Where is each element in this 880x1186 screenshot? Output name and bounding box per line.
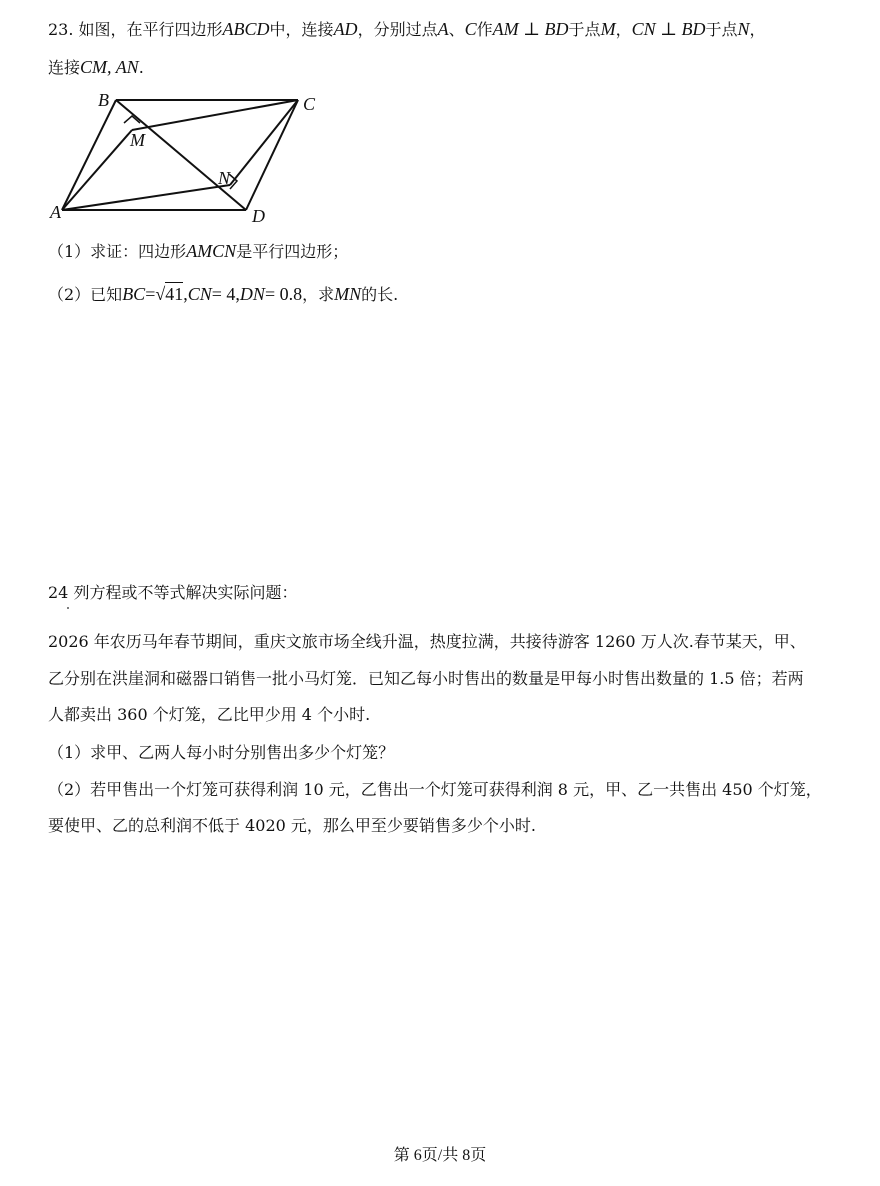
segment-am xyxy=(62,130,132,210)
q23-text: ， xyxy=(749,20,766,39)
sqrt-sign: √ xyxy=(155,284,166,304)
label-a: A xyxy=(50,202,61,222)
q23-text: ，分别过点 xyxy=(357,20,438,39)
math-m: M xyxy=(600,19,616,39)
diagonal-bd xyxy=(116,100,246,210)
label-c: C xyxy=(303,94,316,114)
segment-cm xyxy=(132,100,298,130)
label-n: N xyxy=(218,168,231,188)
q24-paragraph-line: 乙分别在洪崖洞和磁器口销售一批小马灯笼．已知乙每小时售出的数量是甲每小时售出数量的 1.5 倍；若两 xyxy=(48,669,804,688)
segment-an xyxy=(62,185,230,210)
q24-paragraph-line: 2026 年农历马年春节期间，重庆文旅市场全线升温，热度拉满，共接待游客 1260 万人次.春节某天，甲、 xyxy=(48,632,806,651)
math-comma: , xyxy=(183,284,188,304)
q23-text: 中，连接 xyxy=(269,20,334,39)
q23-text: 连接 xyxy=(48,58,81,77)
q24-sub2-line: （2）若甲售出一个灯笼可获得利润 10 元，乙售出一个灯笼可获得利润 8 元，甲、乙一共售出 450 个灯笼， xyxy=(48,780,822,799)
math-dn: DN xyxy=(239,284,265,304)
q23-text: 于点 xyxy=(705,20,738,39)
label-d: D xyxy=(252,206,265,226)
q23-text: ， xyxy=(615,20,632,39)
math-mn: MN xyxy=(334,284,362,304)
math-cm-an: CM, AN xyxy=(80,57,139,77)
math-dn-value: = 0.8 xyxy=(264,284,303,304)
q23-text: . xyxy=(138,58,144,77)
math-am-perp-bd: AM ⊥ BD xyxy=(492,19,569,39)
math-cn-value: = 4, xyxy=(211,284,240,304)
label-b: B xyxy=(98,90,109,110)
q23-text: 23. 如图，在平行四边形 xyxy=(48,20,223,39)
math-bc: BC xyxy=(122,284,146,304)
q23-sub1 xyxy=(48,240,348,263)
q23-sub2 xyxy=(48,283,398,306)
stray-dot xyxy=(67,607,69,609)
parallelogram-figure xyxy=(40,88,330,228)
q23-text: 于点 xyxy=(568,20,601,39)
edge-ab xyxy=(62,100,116,210)
q23-text: 作 xyxy=(476,20,493,39)
q23-text: 、 xyxy=(448,20,465,39)
page-footer: 第 6页/共 8页 xyxy=(393,1147,487,1164)
math-amcn: AMCN xyxy=(186,241,237,261)
q24-title: 24 列方程或不等式解决实际问题： xyxy=(48,583,298,602)
math-equals: = xyxy=(145,284,156,304)
math-n: N xyxy=(737,19,750,39)
q23-text: （2）已知 xyxy=(48,285,123,304)
label-m: M xyxy=(130,130,145,150)
q24-paragraph-line: 人都卖出 360 个灯笼，乙比甲少用 4 个小时. xyxy=(48,705,371,724)
math-41: 41 xyxy=(165,284,184,304)
math-a: A xyxy=(437,19,449,39)
q23-line2 xyxy=(48,56,144,79)
math-cn: CN xyxy=(187,284,212,304)
q23-text: 是平行四边形； xyxy=(236,242,349,261)
math-c: C xyxy=(464,19,477,39)
math-abcd: ABCD xyxy=(222,19,270,39)
q23-text: ，求 xyxy=(302,285,335,304)
q23-text: 的长. xyxy=(361,285,399,304)
q23-line1 xyxy=(48,18,766,41)
q23-text: （1）求证：四边形 xyxy=(48,242,187,261)
math-cn-perp-bd: CN ⊥ BD xyxy=(631,19,706,39)
math-ad: AD xyxy=(333,19,358,39)
q24-sub2-line: 要使甲、乙的总利润不低于 4020 元，那么甲至少要销售多少个小时. xyxy=(48,816,536,835)
q24-sub1: （1）求甲、乙两人每小时分别售出多少个灯笼？ xyxy=(48,743,395,762)
